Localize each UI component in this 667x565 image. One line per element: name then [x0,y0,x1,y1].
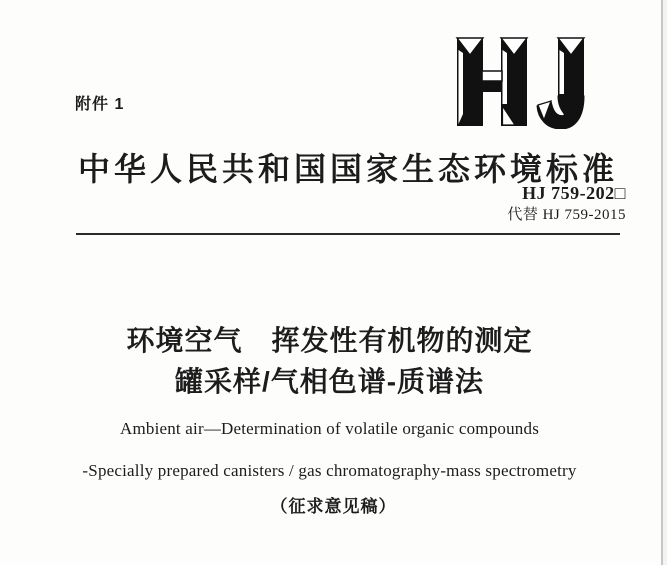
scan-margin [663,0,667,565]
draft-note: （征求意见稿） [270,497,397,516]
attachment-label: 附件 1 [75,96,125,113]
title-cn-line2: 罐采样/气相色谱-质谱法 [174,366,485,397]
scan-edge-line [661,0,663,565]
title-cn-line1: 环境空气 挥发性有机物的测定 [126,325,533,356]
replaces-note: 代替 HJ 759-2015 [507,207,626,223]
hj-logo [455,36,589,129]
standard-number-block [507,184,626,223]
hj-logo-drawing [455,36,589,129]
header-rule [76,233,620,235]
standard-number: HJ 759-202□ [522,183,626,203]
title-en-line1: Ambient air—Determination of volatile organic compounds [119,419,540,438]
standard-heading: 中华人民共和国国家生态环境标准 [78,151,619,187]
title-en-line2: -Specially prepared canisters / gas chromatography-mass spectrometry [82,461,577,480]
